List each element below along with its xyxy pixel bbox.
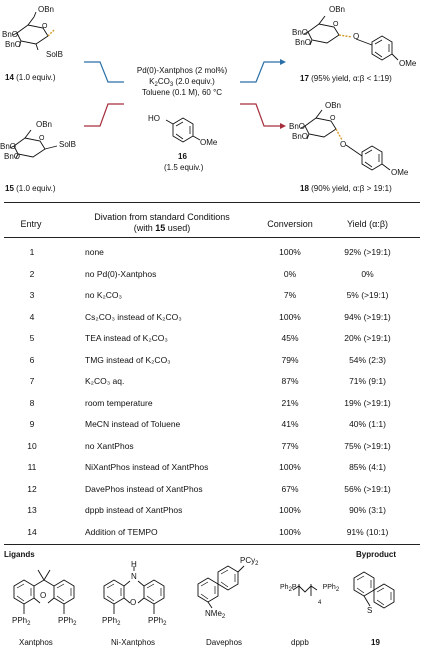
condition-cell: MeCN instead of Toluene	[85, 419, 181, 429]
condition-cell: none	[85, 247, 104, 257]
entry-cell: 14	[27, 526, 37, 537]
yield-cell: 56% (>19:1)	[344, 483, 391, 494]
sub15-solb: SolB	[59, 140, 76, 149]
header-yield: Yield (α:β)	[346, 219, 389, 229]
condition-cell: TMG instead of K₂CO₃	[85, 354, 171, 365]
table-row	[0, 394, 426, 412]
yield-cell: 91% (10:1)	[346, 526, 389, 537]
condition-cell: no Pd(0)-Xantphos	[85, 268, 157, 279]
entry-cell: 11	[27, 462, 37, 472]
condition-cell: DavePhos instead of XantPhos	[85, 483, 203, 494]
ligands-heading: Ligands	[4, 550, 35, 559]
condition-cell: no XantPhos	[85, 440, 134, 451]
condition-cell: dppb instead of XantPhos	[85, 505, 183, 515]
table-row	[0, 458, 426, 476]
conversion-cell: 100%	[279, 247, 301, 257]
table-top-rule	[4, 202, 420, 203]
table-row	[0, 415, 426, 433]
yield-cell: 54% (2:3)	[349, 354, 386, 365]
conversion-cell: 41%	[281, 419, 299, 429]
sub15-obn: OBn	[36, 120, 53, 129]
yield-cell: 85% (4:1)	[349, 462, 386, 472]
sub15-bno-1: BnO	[0, 142, 17, 151]
condition-cell: Cs₂CO₃ instead of K₂CO₃	[85, 311, 182, 322]
entry-cell: 9	[29, 419, 35, 429]
entry-cell: 8	[29, 397, 35, 408]
table-row	[0, 243, 426, 261]
dppb-label: dppb	[291, 638, 309, 647]
entry-cell: 6	[29, 354, 35, 365]
conversion-cell: 100%	[279, 526, 301, 537]
yield-cell: 94% (>19:1)	[344, 311, 391, 322]
table-bottom-rule	[4, 544, 420, 545]
sub15-caption: 15 (1.0 equiv.)	[5, 184, 56, 193]
sub14-bno-1: BnO	[2, 30, 19, 39]
prod17-bno-1: BnO	[292, 28, 309, 37]
conversion-cell: 0%	[283, 268, 297, 279]
header-conversion: Conversion	[267, 219, 313, 229]
yield-cell: 92% (>19:1)	[344, 247, 391, 257]
conversion-cell: 7%	[283, 290, 297, 300]
yield-cell: 40% (1:1)	[349, 419, 386, 429]
phenol-label: 16	[178, 152, 187, 161]
table-row	[0, 308, 426, 326]
condition-cell: TEA instead of K₂CO₃	[85, 333, 168, 343]
yield-cell: 71% (9:1)	[349, 376, 386, 386]
conversion-cell: 100%	[279, 311, 301, 322]
davephos-label: Davephos	[206, 638, 243, 647]
yield-cell: 75% (>19:1)	[344, 440, 391, 451]
condition-cell: K₂CO₃ aq.	[85, 376, 125, 386]
conversion-cell: 100%	[279, 462, 301, 472]
entry-cell: 10	[27, 440, 37, 451]
prod18-caption: 18 (90% yield, α:β > 19:1)	[300, 184, 392, 193]
sub15-bno-2: BnO	[4, 152, 21, 161]
entry-cell: 12	[27, 483, 37, 494]
entry-cell: 13	[27, 505, 37, 515]
dppb-n: 4	[318, 600, 322, 606]
entry-cell: 7	[29, 376, 35, 386]
table-row	[0, 351, 426, 369]
sub14-solb: SolB	[46, 50, 63, 59]
byproduct-heading: Byproduct	[356, 550, 396, 559]
conversion-cell: 67%	[281, 483, 299, 494]
prod17-bno-2: BnO	[295, 38, 312, 47]
table-row	[0, 372, 426, 390]
header-entry: Entry	[20, 219, 42, 229]
table-row	[0, 501, 426, 519]
phenol-equiv: (1.5 equiv.)	[164, 163, 204, 172]
table-row	[0, 286, 426, 304]
reaction-scheme	[0, 0, 426, 198]
condition-cell: Addition of TEMPO	[85, 526, 158, 537]
sub14-ring-o: O	[42, 23, 48, 30]
table-row	[0, 480, 426, 498]
davephos-pcy2: PCy$_2$	[240, 556, 259, 567]
prod17-ome: OMe	[399, 59, 417, 68]
header-conditions: Divation from standard Conditions (with 15 used)	[94, 212, 230, 233]
xantphos-label: Xantphos	[19, 638, 53, 647]
nixantphos-h: H	[131, 560, 137, 569]
yield-cell: 90% (3:1)	[349, 505, 386, 515]
prod18-ome: OMe	[391, 168, 409, 177]
conditions-line-1: Pd(0)-Xantphos (2 mol%)	[136, 66, 228, 75]
conditions-line-2: $K_2CO_3$ (2.0 equiv.)	[149, 77, 215, 88]
phenol-ho: HO	[148, 114, 160, 123]
phenol-ome: OMe	[200, 138, 218, 147]
yield-cell: 0%	[361, 268, 374, 279]
table-row	[0, 523, 426, 541]
conversion-cell: 77%	[281, 440, 299, 451]
davephos-nme2: NMe$_2$	[205, 609, 226, 620]
byproduct-label: 19	[371, 638, 380, 647]
conversion-cell: 21%	[281, 397, 299, 408]
prod18-ring-o: O	[330, 115, 336, 122]
conversion-cell: 79%	[281, 354, 299, 365]
table-row	[0, 437, 426, 455]
byproduct-s: S	[367, 606, 373, 615]
sub15-ring-o: O	[39, 135, 45, 142]
sub14-caption: 14 (1.0 equiv.)	[5, 73, 56, 82]
entry-cell: 4	[29, 311, 35, 322]
nixantphos-pph2-left: PPh$_2$	[102, 616, 121, 627]
conversion-cell: 87%	[281, 376, 299, 386]
xantphos-pph2-left: PPh$_2$	[12, 616, 31, 627]
entry-cell: 3	[29, 290, 35, 300]
prod18-obn: OBn	[325, 101, 342, 110]
table-row	[0, 329, 426, 347]
nixantphos-label: Ni-Xantphos	[111, 638, 156, 647]
conversion-cell: 100%	[279, 505, 301, 515]
condition-cell: no K₂CO₃	[85, 290, 122, 300]
entry-cell: 5	[29, 333, 35, 343]
conversion-cell: 45%	[281, 333, 299, 343]
condition-cell: room temperature	[85, 397, 153, 408]
entry-cell: 1	[29, 247, 35, 257]
xantphos-o: O	[40, 591, 47, 600]
condition-cell: NiXantPhos instead of XantPhos	[85, 462, 209, 472]
table-header-rule	[4, 237, 420, 238]
yield-cell: 20% (>19:1)	[344, 333, 391, 343]
nixantphos-pph2-right: PPh$_2$	[148, 616, 167, 627]
sub14-obn: OBn	[38, 5, 55, 14]
prod18-o: O	[340, 140, 347, 149]
prod18-bno-1: BnO	[289, 122, 306, 131]
prod17-o: O	[353, 32, 360, 41]
prod17-obn: OBn	[329, 5, 346, 14]
yield-cell: 5% (>19:1)	[346, 290, 389, 300]
xantphos-pph2-right: PPh$_2$	[58, 616, 77, 627]
nixantphos-n: N	[131, 572, 137, 581]
conditions-line-3: Toluene (0.1 M), 60 °C	[141, 88, 223, 97]
dppb-formula: Ph2P PPh2	[280, 584, 340, 593]
nixantphos-o: O	[130, 598, 137, 607]
prod17-caption: 17 (95% yield, α:β < 1:19)	[300, 74, 392, 83]
yield-cell: 19% (>19:1)	[344, 397, 391, 408]
table-row	[0, 265, 426, 283]
sub14-bno-2: BnO	[5, 40, 22, 49]
prod17-ring-o: O	[333, 21, 339, 28]
entry-cell: 2	[29, 268, 35, 279]
prod18-bno-2: BnO	[292, 132, 309, 141]
